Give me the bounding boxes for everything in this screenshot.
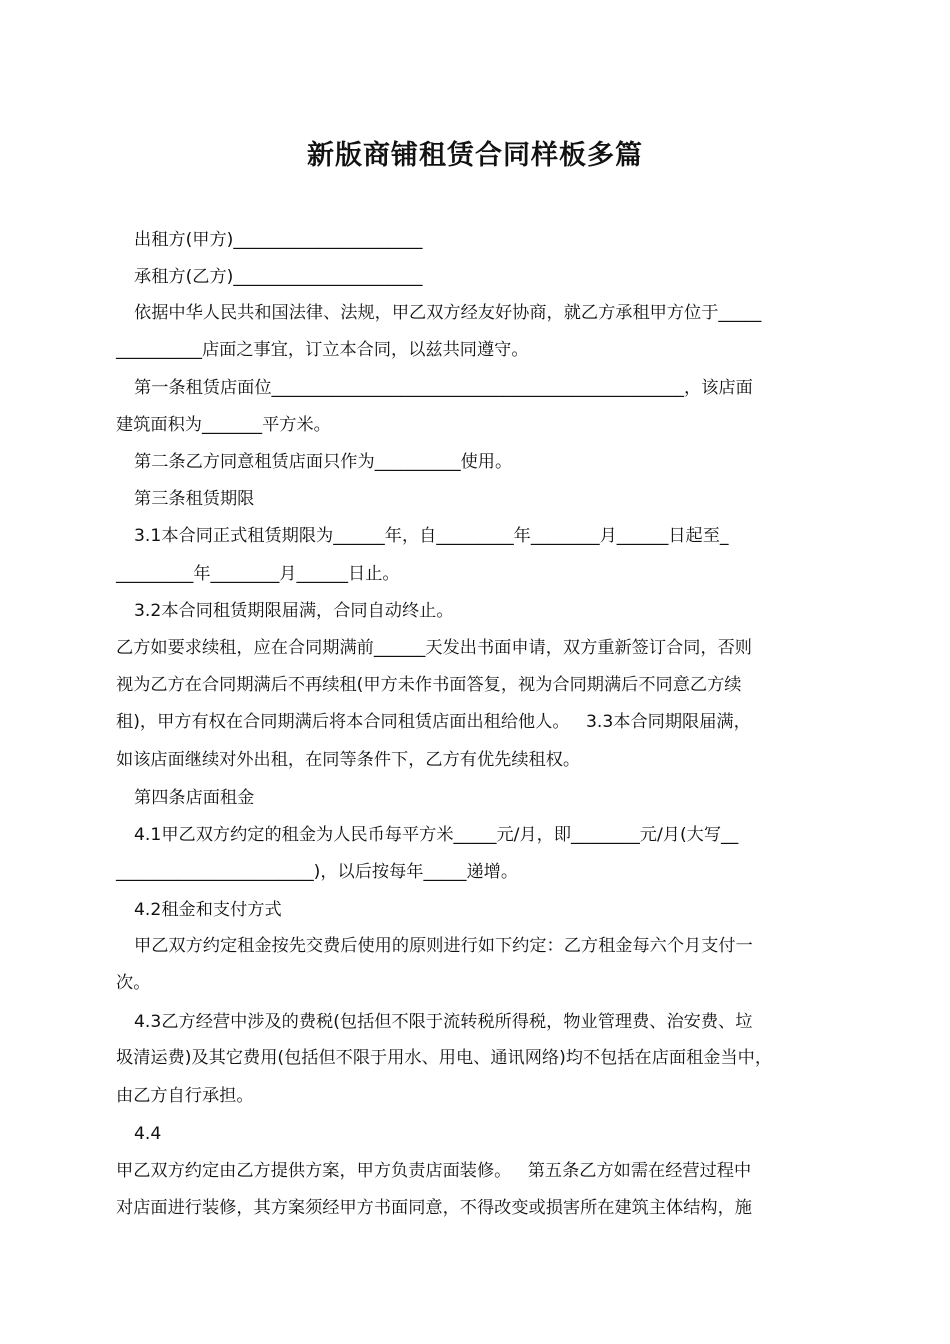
clause-1-line: 第一条租赁店面位________________________________________________，该店面	[134, 378, 753, 398]
clause-1-line: 建筑面积为_______平方米。	[116, 415, 331, 435]
clause-4-1-line: 4.1甲乙双方约定的租金为人民币每平方米_____元/月，即________元/月(大写__	[134, 825, 739, 845]
clause-3-1-line: _________年________月______日止。	[116, 564, 400, 584]
clause-4-3-line: 由乙方自行承担。	[116, 1086, 254, 1106]
clause-4-heading: 第四条店面租金	[134, 788, 255, 808]
preamble-line: 依据中华人民共和国法律、法规，甲乙双方经友好协商，就乙方承租甲方位于_____	[134, 303, 762, 323]
document-title: 新版商铺租赁合同样板多篇	[307, 140, 643, 171]
clause-4-4-line: 甲乙双方约定由乙方提供方案，甲方负责店面装修。 第五条乙方如需在经营过程中	[116, 1161, 752, 1181]
clause-4-3-line: 4.3乙方经营中涉及的费税(包括但不限于流转税所得税，物业管理费、治安费、垃	[134, 1012, 753, 1032]
clause-4-1-line: _______________________)，以后按每年_____递增。	[116, 862, 519, 882]
clause-4-2-line: 次。	[116, 973, 151, 993]
lessor-line: 出租方(甲方)______________________	[134, 230, 423, 250]
clause-2-line: 第二条乙方同意租赁店面只作为__________使用。	[134, 452, 513, 472]
renewal-line: 乙方如要求续租，应在合同期满前______天发出书面申请，双方重新签订合同，否则	[116, 638, 752, 658]
renewal-line: 租)，甲方有权在合同期满后将本合同租赁店面出租给他人。 3.3本合同期限届满，	[116, 712, 751, 732]
clause-5-line: 对店面进行装修，其方案须经甲方书面同意，不得改变或损害所在建筑主体结构，施	[116, 1198, 752, 1218]
clause-3-2-line: 3.2本合同租赁期限届满，合同自动终止。	[134, 601, 454, 621]
clause-3-heading: 第三条租赁期限	[134, 489, 255, 509]
clause-4-3-line: 圾清运费)及其它费用(包括但不限于用水、用电、通讯网络)均不包括在店面租金当中，	[116, 1048, 773, 1068]
clause-4-4-heading: 4.4	[134, 1124, 162, 1144]
lessee-line: 承租方(乙方)______________________	[134, 267, 423, 287]
preamble-line: __________店面之事宜，订立本合同，以兹共同遵守。	[116, 340, 529, 360]
renewal-line: 视为乙方在合同期满后不再续租(甲方未作书面答复，视为合同期满后不同意乙方续	[116, 675, 742, 695]
clause-4-2-line: 甲乙双方约定租金按先交费后使用的原则进行如下约定：乙方租金每六个月支付一	[134, 936, 753, 956]
renewal-line: 如该店面继续对外出租，在同等条件下，乙方有优先续租权。	[116, 750, 581, 770]
clause-3-1-line: 3.1本合同正式租赁期限为______年，自_________年________月______日起至_	[134, 526, 729, 546]
clause-4-2-heading: 4.2租金和支付方式	[134, 900, 282, 920]
